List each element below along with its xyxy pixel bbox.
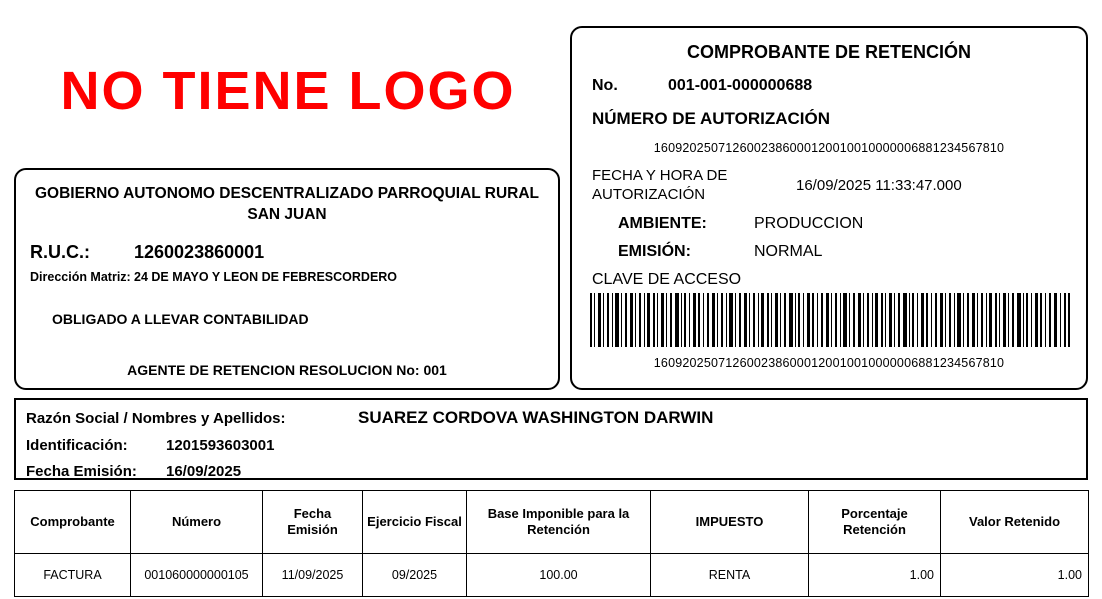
no-logo-banner: NO TIENE LOGO xyxy=(60,61,516,121)
column-header-porcentaje-retencion: Porcentaje Retención xyxy=(809,491,941,554)
barcode-image xyxy=(588,293,1072,347)
issuer-ruc-label: R.U.C.: xyxy=(30,241,90,262)
authorization-date-label: FECHA Y HORA DE AUTORIZACIÓN xyxy=(592,167,728,203)
fecha-emision-value: 16/09/2025 xyxy=(166,463,242,480)
table-row xyxy=(15,554,1089,597)
cell-impuesto: RENTA xyxy=(651,554,809,597)
column-header-ejercicio-fiscal: Ejercicio Fiscal xyxy=(363,491,467,554)
ambiente-row xyxy=(584,215,1074,233)
column-header-numero: Número xyxy=(131,491,263,554)
issuer-accounting-flag: OBLIGADO A LLEVAR CONTABILIDAD xyxy=(52,311,309,328)
receipt-number-label: No. xyxy=(592,77,618,94)
razon-social-label: Razón Social / Nombres y Apellidos: xyxy=(26,410,286,427)
emision-row xyxy=(584,243,1074,261)
identificacion-row xyxy=(26,437,1076,454)
column-header-valor-retenido: Valor Retenido xyxy=(941,491,1089,554)
authorization-date-value: 16/09/2025 11:33:47.000 xyxy=(796,177,962,195)
ambiente-label: AMBIENTE: xyxy=(618,214,707,232)
cell-ejercicio-fiscal: 09/2025 xyxy=(363,554,467,597)
issuer-name: GOBIERNO AUTONOMO DESCENTRALIZADO PARROQUIAL RURAL SAN JUAN xyxy=(34,185,540,223)
receipt-title: COMPROBANTE DE RETENCIÓN xyxy=(686,42,971,62)
retention-detail-table xyxy=(14,490,1089,597)
clave-acceso-label: CLAVE DE ACCESO xyxy=(592,270,742,288)
fecha-emision-row xyxy=(26,463,1076,480)
identificacion-label: Identificación: xyxy=(26,437,128,454)
issuer-address-value: 24 DE MAYO Y LEON DE FEBRESCORDERO xyxy=(134,269,398,284)
column-header-base-imponible: Base Imponible para la Retención xyxy=(467,491,651,554)
cell-fecha-emision: 11/09/2025 xyxy=(263,554,363,597)
cell-porcentaje-retencion: 1.00 xyxy=(809,554,941,597)
emision-value: NORMAL xyxy=(754,242,823,260)
cell-numero: 001060000000105 xyxy=(131,554,263,597)
issuer-ruc-row xyxy=(30,242,544,263)
clave-acceso-value: 1609202507126002386000120010010000006881234567810 xyxy=(653,355,1005,370)
issuer-retention-resolution: AGENTE DE RETENCION RESOLUCION No: 001 xyxy=(127,362,447,378)
table-header-row xyxy=(15,491,1089,554)
receipt-number-row xyxy=(584,77,1074,95)
receipt-number-value: 001-001-000000688 xyxy=(668,77,813,94)
razon-social-row xyxy=(26,408,1076,428)
cell-base-imponible: 100.00 xyxy=(467,554,651,597)
issuer-address-row xyxy=(30,269,544,285)
column-header-comprobante: Comprobante xyxy=(15,491,131,554)
cell-comprobante: FACTURA xyxy=(15,554,131,597)
subject-info-box xyxy=(14,398,1088,480)
authorization-title: NÚMERO DE AUTORIZACIÓN xyxy=(592,109,830,128)
issuer-ruc-value: 1260023860001 xyxy=(134,241,265,262)
razon-social-value: SUAREZ CORDOVA WASHINGTON DARWIN xyxy=(358,408,714,427)
receipt-info-box xyxy=(570,26,1088,390)
issuer-info-box xyxy=(14,168,560,390)
identificacion-value: 1201593603001 xyxy=(166,437,275,454)
issuer-address-label: Dirección Matriz: xyxy=(30,269,131,284)
emision-label: EMISIÓN: xyxy=(618,242,691,260)
authorization-date-row xyxy=(584,167,1074,205)
ambiente-value: PRODUCCION xyxy=(754,214,864,232)
cell-valor-retenido: 1.00 xyxy=(941,554,1089,597)
authorization-number: 1609202507126002386000120010010000006881234567810 xyxy=(653,141,1005,155)
column-header-impuesto: IMPUESTO xyxy=(651,491,809,554)
column-header-fecha-emision: Fecha Emisión xyxy=(263,491,363,554)
fecha-emision-label: Fecha Emisión: xyxy=(26,463,137,480)
